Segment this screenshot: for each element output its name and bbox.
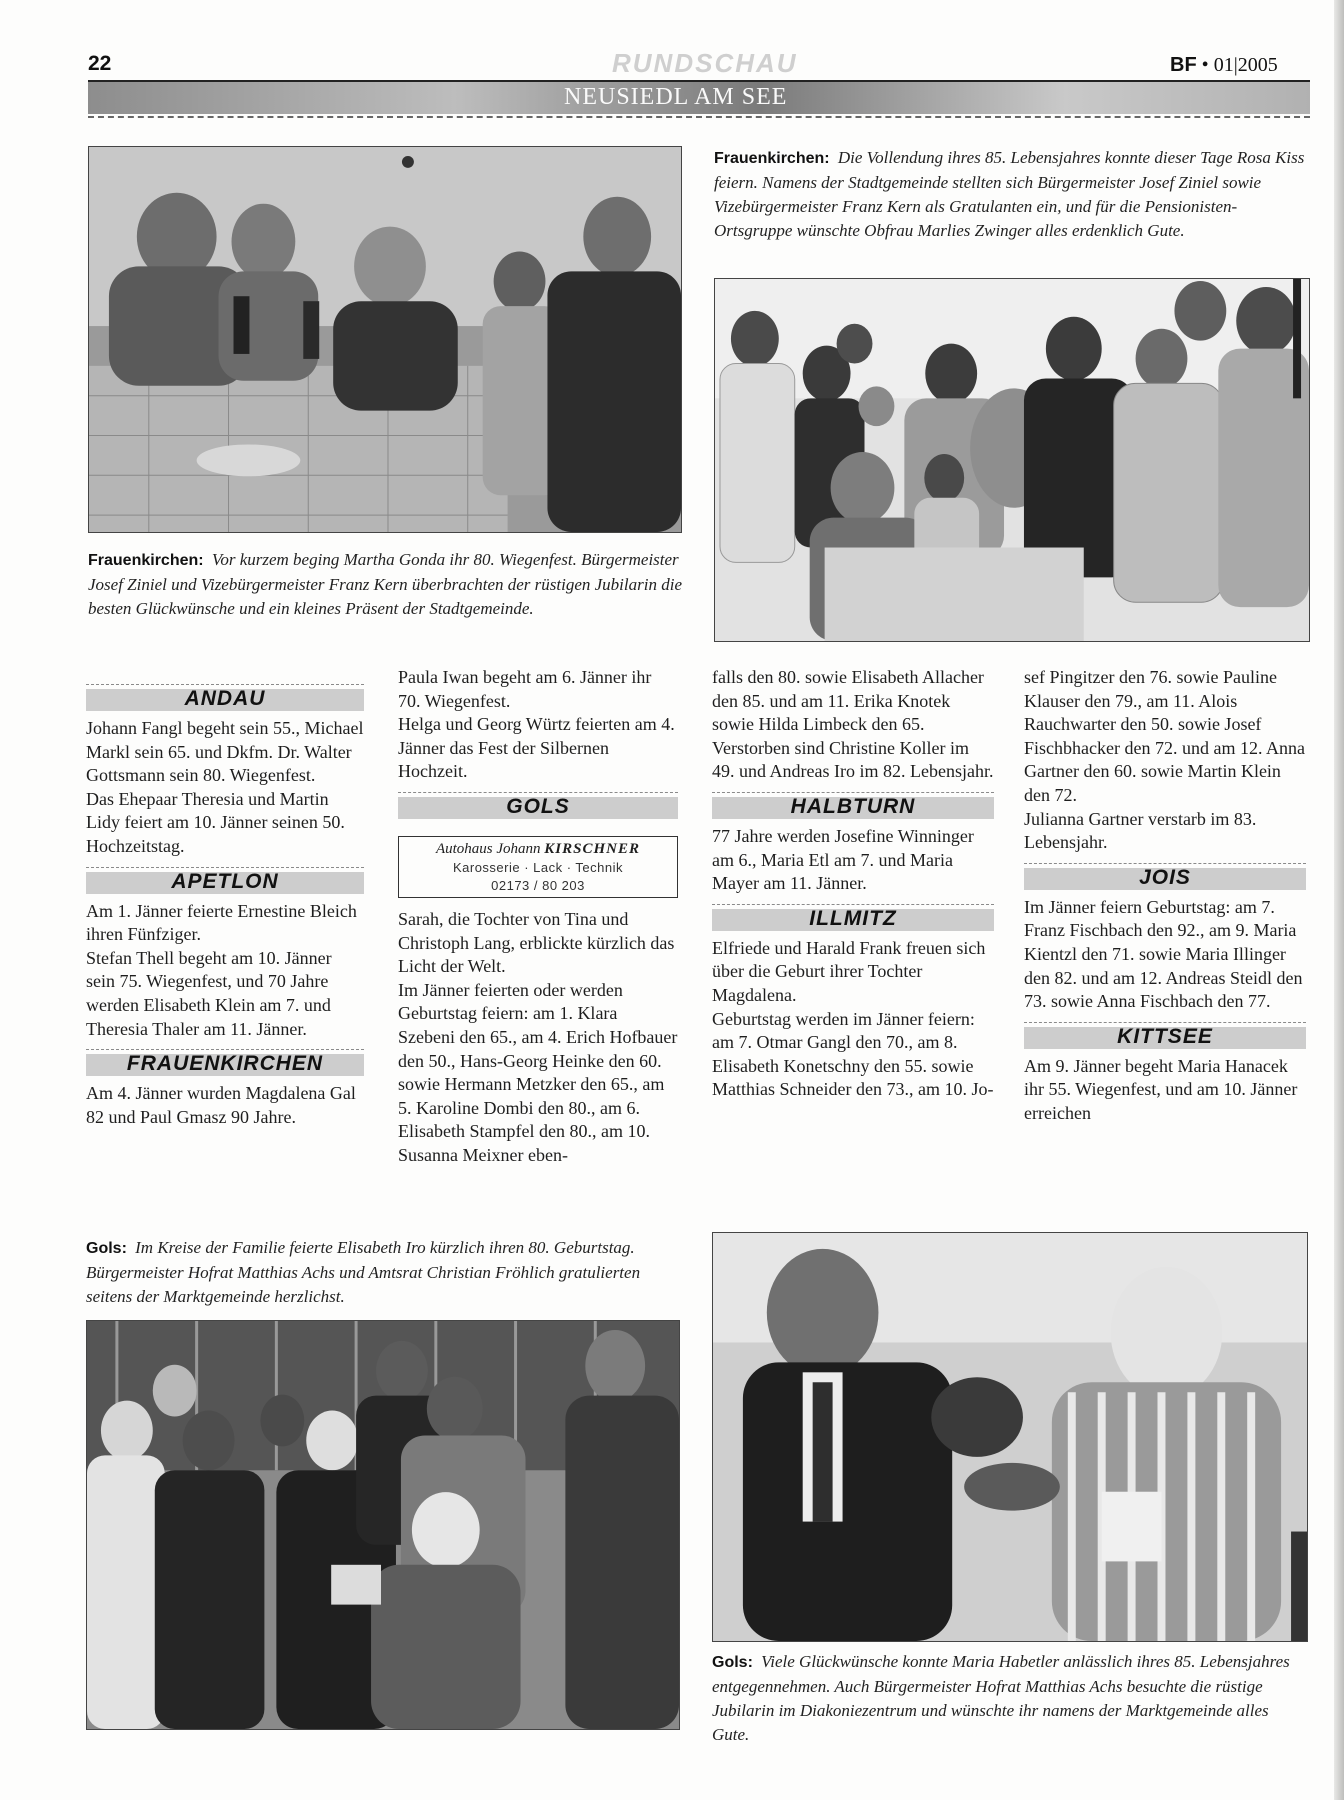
ad-prefix: Autohaus Johann <box>435 840 541 857</box>
section-head-label: ANDAU <box>184 687 266 710</box>
section-head-label: HALBTURN <box>790 794 916 818</box>
section-head-kittsee <box>1024 1018 1306 1052</box>
column-1 <box>86 676 364 1129</box>
paragraph: falls den 80. sowie Elisabeth Allacher den 85. und am 11. Erika Knotek sowie Hilda Limbeck den 65. <box>712 667 984 735</box>
page-number: 22 <box>88 52 112 75</box>
edition-info <box>1170 54 1278 77</box>
caption-label: Gols: <box>86 1240 127 1257</box>
caption-label: Frauenkirchen: <box>88 552 204 569</box>
caption-label: Gols: <box>712 1654 753 1671</box>
edition-date: 01|2005 <box>1213 54 1278 76</box>
photo-maria-habetler <box>712 1232 1308 1642</box>
section-head-label: FRAUENKIRCHEN <box>126 1052 324 1076</box>
section-head-label: JOIS <box>1139 865 1191 889</box>
section-head-jois <box>1024 859 1306 893</box>
ad-company-name: KIRSCHNER <box>544 840 641 857</box>
caption-elisabeth-iro <box>86 1236 680 1309</box>
photo-elisabeth-iro <box>86 1320 680 1730</box>
section-head-label: KITTSEE <box>1117 1024 1213 1048</box>
ad-headline <box>403 840 673 859</box>
caption-text: Viele Glückwünsche konnte Maria Habetler anlässlich ihres 85. Lebensjahres entgegennehmen. Auch Bürgermeister Hofrat Matthias Achs besuchte die rüstige Jubilarin im Diakoniezentrum und wünschte ihr namens der Marktgemeinde alles Gute. <box>712 1652 1290 1744</box>
caption-maria-habetler <box>712 1650 1308 1747</box>
section-head-illmitz <box>712 900 994 934</box>
ad-services: Karosserie · Lack · Technik <box>452 859 624 875</box>
photo-martha-gonda <box>88 146 682 533</box>
section-head-andau <box>86 680 364 714</box>
paragraph: Im Jänner feierten oder werden Geburtstag feiern: am 1. Klara Szebeni den 65., am 4. Erich Hofbauer den 50., Hans-Georg Heinke den 60. sowie Hermann Metzker den 65., am 5. Karoline Dombi den 80., am 6. Elisabeth Stampfel den 80., am 10. Susanna Meixner eben- <box>398 979 678 1165</box>
section-head-halbturn <box>712 788 994 822</box>
advertisement-kirschner <box>398 836 678 898</box>
ad-phone: 02173 / 80 203 <box>491 877 585 893</box>
column-4 <box>1024 666 1306 1126</box>
paragraph: Am 9. Jänner begeht Maria Hanacek ihr 55. Wiegenfest, und am 10. Jänner erreichen <box>1024 1055 1298 1123</box>
paragraph: Das Ehepaar Theresia und Martin Lidy feiert am 10. Jänner seinen 50. Hochzeitstag. <box>86 788 345 856</box>
section-head-label: ILLMITZ <box>809 906 897 930</box>
header-dashed-rule <box>88 116 1310 118</box>
caption-label: Frauenkirchen: <box>714 150 830 167</box>
section-title: NEUSIEDL AM SEE <box>564 84 788 110</box>
paragraph: Helga und Georg Würtz feierten am 4. Jänner das Fest der Silbernen Hochzeit. <box>398 714 675 782</box>
paragraph: Elfriede und Harald Frank freuen sich über die Geburt ihrer Tochter Magdalena. <box>712 937 986 1005</box>
paragraph: Geburtstag werden im Jänner feiern: am 7. Otmar Gangl den 70., am 8. Elisabeth Konetschny den 55. sowie Matthias Schneider den 73., am 10. Jo- <box>712 1008 994 1100</box>
paragraph: 77 Jahre werden Josefine Winninger am 6., Maria Etl am 7. und Maria Mayer am 11. Jänner. <box>712 825 974 894</box>
page-edge-shadow <box>1334 0 1344 1800</box>
section-head-apetlon <box>86 863 364 897</box>
section-head-label: APETLON <box>171 869 279 893</box>
column-2 <box>398 666 678 1168</box>
paragraph: Verstorben sind Christine Koller im 49. und Andreas Iro im 82. Lebensjahr. <box>712 737 994 782</box>
paragraph: Johann Fangl begeht sein 55., Michael Markl sein 65. und Dkfm. Dr. Walter Gottsmann sein 80. Wiegenfest. <box>86 718 364 786</box>
photo-elisabeth-iro-image <box>87 1321 679 1729</box>
photo-rosa-kiss <box>714 278 1310 642</box>
paragraph: Am 4. Jänner wurden Magdalena Gal 82 und Paul Gmasz 90 Jahre. <box>86 1083 356 1127</box>
caption-rosa-kiss <box>714 146 1310 243</box>
edition-label: BF <box>1170 54 1197 76</box>
caption-martha-gonda <box>88 548 682 621</box>
paragraph: Sarah, die Tochter von Tina und Christoph Lang, erblickte kürzlich das Licht der Welt. <box>398 908 675 977</box>
caption-text: Im Kreise der Familie feierte Elisabeth Iro kürzlich ihren 80. Geburtstag. Bürgermeister Hofrat Matthias Achs und Amtsrat Christian Fröhlich gratulierten seitens der Marktgemeinde herzlichst. <box>86 1238 641 1306</box>
masthead: RUNDSCHAU <box>612 48 798 78</box>
photo-maria-habetler-image <box>713 1233 1307 1641</box>
column-3 <box>712 666 994 1102</box>
section-head-label: GOLS <box>506 794 570 818</box>
section-head-gols <box>398 788 678 822</box>
paragraph: Julianna Gartner verstarb im 83. Lebensjahr. <box>1024 808 1257 853</box>
caption-text: Vor kurzem beging Martha Gonda ihr 80. Wiegenfest. Bürgermeister Josef Ziniel und Vizebürgermeister Franz Kern überbrachten der rüstigen Jubilarin die besten Glückwünsche und ein kleines Präsent der Stadtgemeinde. <box>88 550 682 618</box>
caption-text: Die Vollendung ihres 85. Lebensjahres konnte dieser Tage Rosa Kiss feiern. Namens der Stadtgemeinde stellten sich Bürgermeister Josef Ziniel sowie Vizebürgermeister Franz Kern als Gratulanten ein, und für die Pensionisten-Ortsgruppe wünschte Obfrau Marlies Zwinger alles erdenklich Gute. <box>714 148 1305 240</box>
paragraph: sef Pingitzer den 76. sowie Pauline Klauser den 79., am 11. Alois Rauchwarter den 50. sowie Josef Fischbhacker den 72. und am 12. Anna Gartner den 60. sowie Martin Klein den 72. <box>1024 667 1305 805</box>
paragraph: Paula Iwan begeht am 6. Jänner ihr 70. Wiegenfest. <box>398 667 652 711</box>
paragraph: Am 1. Jänner feierte Ernestine Bleich ihren Fünfziger. <box>86 900 357 945</box>
section-head-frauenkirchen <box>86 1045 364 1079</box>
paragraph: Im Jänner feiern Geburtstag: am 7. Franz Fischbach den 92., am 9. Maria Kientzl den 71. sowie Maria Illinger den 82. und am 12. Andreas Steidl den 73. sowie Anna Fischbach den 77. <box>1024 896 1303 1012</box>
photo-martha-gonda-image <box>89 147 681 532</box>
paragraph: Stefan Thell begeht am 10. Jänner sein 75. Wiegenfest, und 70 Jahre werden Elisabeth Klein am 7. und Theresia Thaler am 11. Jänner. <box>86 947 332 1039</box>
photo-rosa-kiss-image <box>715 279 1309 641</box>
edition-separator-dot: • <box>1201 54 1214 76</box>
